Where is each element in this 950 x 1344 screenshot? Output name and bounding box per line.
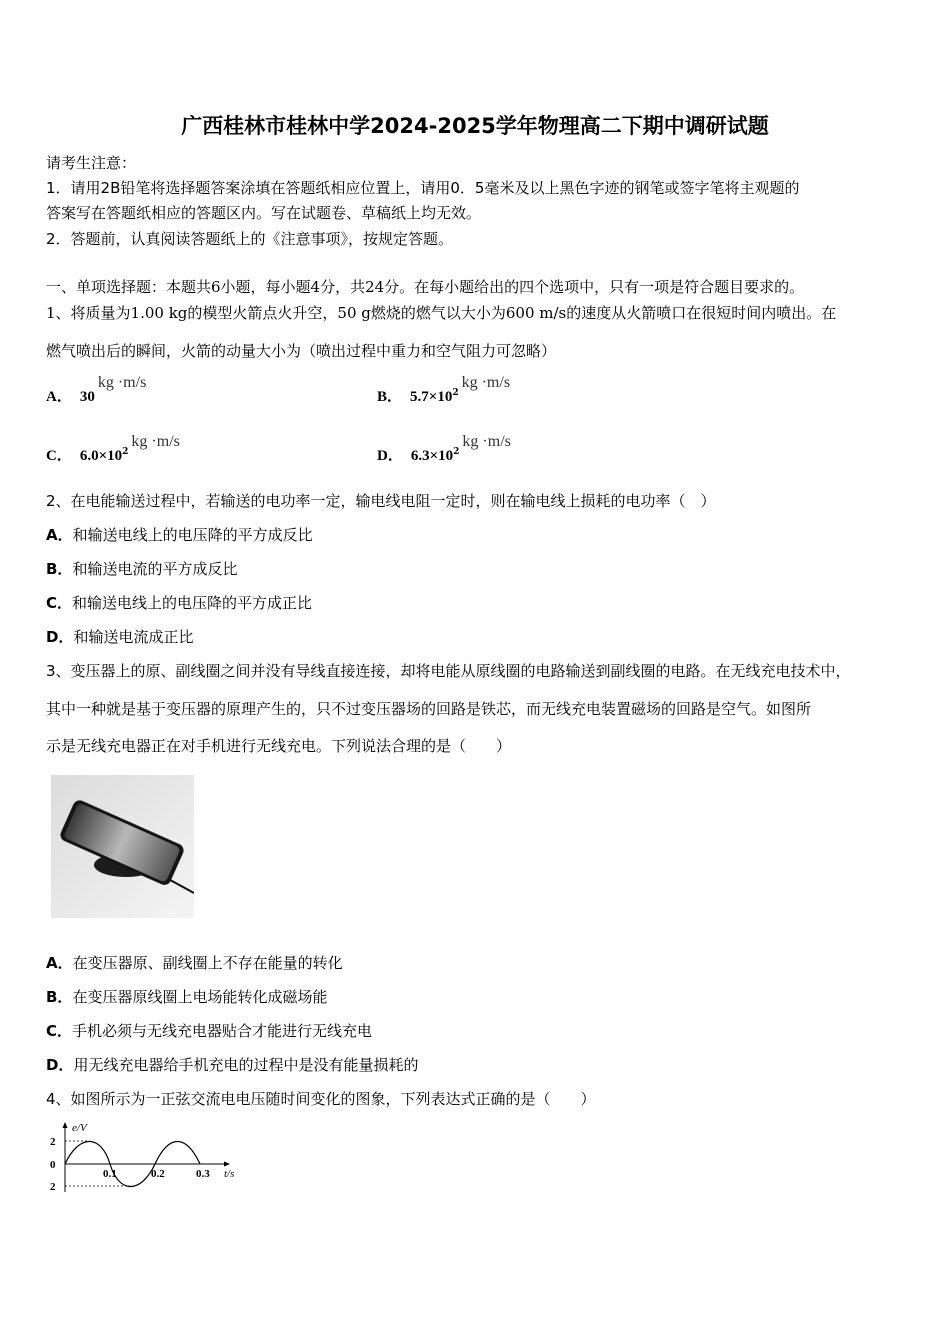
option-text: 在变压器原线圈上电场能转化成磁场能 — [72, 988, 328, 1006]
svg-text:0: 0 — [50, 1159, 56, 1171]
question-3-stem: 示是无线充电器正在对手机进行无线充电。下列说法合理的是（ ） — [46, 737, 512, 755]
option-value: 6.3×10 — [410, 448, 454, 464]
option-text: 在变压器原、副线圈上不存在能量的转化 — [72, 954, 343, 972]
option-text: 用无线充电器给手机充电的过程中是没有能量损耗的 — [73, 1056, 419, 1074]
question-2-stem: 2、在电能输送过程中，若输送的电功率一定，输电线电阻一定时，则在输电线上损耗的电功率（ ） — [46, 492, 716, 510]
option-label: B． — [46, 560, 73, 578]
option-unit: kg ·m/s — [461, 374, 511, 391]
option-exponent: 2 — [453, 447, 460, 457]
question-4-stem: 4、如图所示为一正弦交流电电压随时间变化的图象，下列表达式正确的是（ ） — [46, 1090, 596, 1108]
option-text: 和输送电线上的电压降的平方成反比 — [72, 526, 313, 544]
option-unit: kg ·m/s — [97, 374, 147, 391]
option-label: C． — [46, 1022, 73, 1040]
question-3-option-b[interactable] — [46, 986, 327, 1007]
question-3-option-a[interactable] — [46, 952, 343, 973]
option-unit: kg ·m/s — [462, 433, 511, 450]
option-value: 30 — [79, 389, 95, 405]
notice-item: 1．请用2B铅笔将选择题答案涂填在答题纸相应位置上，请用0．5毫米及以上黑色字迹的钢笔或签字笔将主观题的 — [46, 179, 800, 197]
option-text: 和输送电线上的电压降的平方成正比 — [72, 594, 313, 612]
svg-text:0.2: 0.2 — [151, 1168, 165, 1180]
section-heading: 一、单项选择题：本题共6小题，每小题4分，共24分。在每小题给出的四个选项中，只有一项是符合题目要求的。 — [46, 278, 805, 296]
option-unit: kg ·m/s — [131, 433, 180, 450]
sine-wave-graph — [44, 1120, 244, 1195]
question-1-option-a[interactable] — [46, 374, 147, 406]
option-exponent: 2 — [122, 447, 129, 457]
question-1-stem: 燃气喷出后的瞬间，火箭的动量大小为（喷出过程中重力和空气阻力可忽略） — [46, 342, 557, 360]
notice-item: 答案写在答题纸相应的答题区内。写在试题卷、草稿纸上均无效。 — [46, 204, 482, 222]
option-label: D． — [46, 628, 74, 646]
option-label: D． — [46, 1056, 74, 1074]
option-label: B． — [377, 389, 403, 405]
question-3-stem: 其中一种就是基于变压器的原理产生的，只不过变压器场的回路是铁芯，而无线充电装置磁场的回路是空气。如图所 — [46, 700, 812, 718]
option-label: A． — [46, 526, 73, 544]
svg-text:0.3: 0.3 — [196, 1168, 210, 1180]
svg-text:0.1: 0.1 — [103, 1168, 117, 1180]
option-exponent: 2 — [452, 388, 459, 398]
option-label: C． — [46, 448, 72, 464]
page-title: 广西桂林市桂林中学2024-2025学年物理高二下期中调研试题 — [181, 114, 769, 138]
option-label: D． — [377, 448, 403, 464]
option-text: 和输送电流的平方成反比 — [72, 560, 238, 578]
question-2-option-b[interactable] — [46, 558, 237, 579]
notice-heading: 请考生注意： — [46, 154, 137, 172]
option-value: 5.7×10 — [410, 389, 453, 405]
question-2-option-c[interactable] — [46, 592, 312, 613]
option-label: C． — [46, 594, 73, 612]
question-1-stem: 1、将质量为1.00 kg的模型火箭点火升空，50 g燃烧的燃气以大小为600 m/s的速度从火箭喷口在很短时间内喷出。在 — [46, 304, 837, 322]
x-axis-label: t/s — [224, 1168, 235, 1180]
option-label: B． — [46, 988, 73, 1006]
option-value: 6.0×10 — [79, 448, 123, 464]
question-3-option-c[interactable] — [46, 1020, 372, 1041]
svg-text:2: 2 — [50, 1181, 56, 1193]
question-2-option-a[interactable] — [46, 524, 313, 545]
notice-item: 2．答题前，认真阅读答题纸上的《注意事项》，按规定答题。 — [46, 230, 454, 248]
option-text: 手机必须与无线充电器贴合才能进行无线充电 — [72, 1022, 373, 1040]
svg-text:2: 2 — [50, 1136, 56, 1148]
option-text: 和输送电流成正比 — [73, 628, 194, 646]
question-3-stem: 3、变压器上的原、副线圈之间并没有导线直接连接，却将电能从原线圈的电路输送到副线圈的电路。在无线充电技术中， — [46, 662, 851, 680]
option-label: A． — [46, 389, 72, 405]
question-2-option-d[interactable] — [46, 626, 193, 647]
y-axis-label: e/V — [72, 1122, 87, 1134]
option-label: A． — [46, 954, 73, 972]
wireless-charger-photo — [51, 775, 194, 918]
question-3-option-d[interactable] — [46, 1054, 418, 1075]
